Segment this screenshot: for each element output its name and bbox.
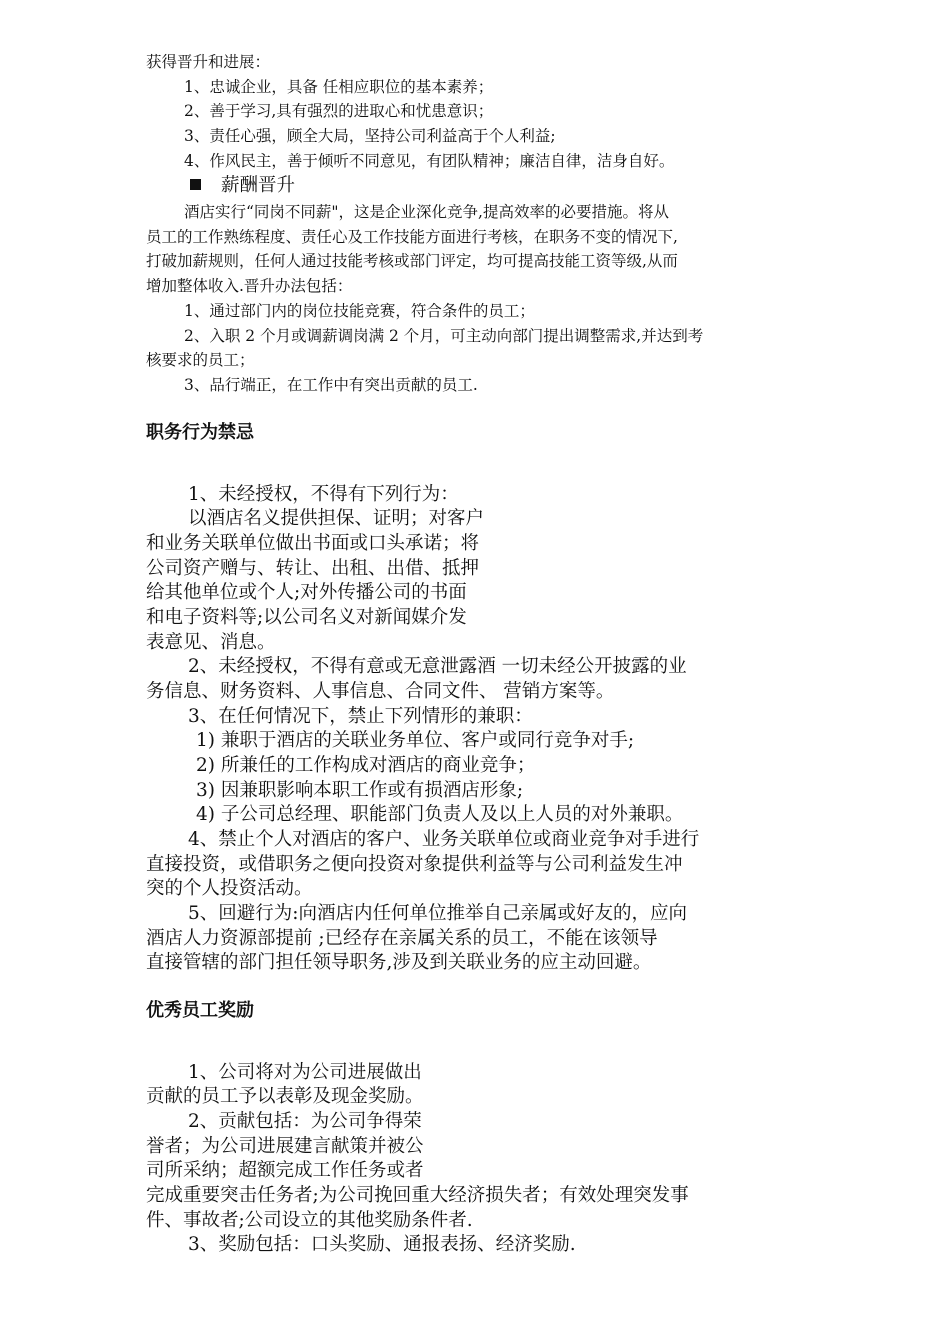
salary-paragraph-line: 增加整体收入.晋升办法包括： (146, 277, 353, 295)
conduct-line: 2、未经授权，不得有意或无意泄露酒 一切未经公开披露的业 (188, 656, 687, 677)
conduct-line: 公司资产赠与、转让、出租、出借、抵押 (146, 558, 480, 579)
conduct-line: 突的个人投资活动。 (146, 878, 313, 899)
award-line: 完成重要突击任务者;为公司挽回重大经济损失者；有效处理突发事 (146, 1185, 689, 1206)
conduct-heading: 职务行为禁忌 (146, 422, 254, 443)
square-bullet-icon (190, 179, 201, 190)
award-line: 誉者；为公司进展建言献策并被公 (146, 1136, 424, 1157)
conduct-line: 直接投资，或借职务之便向投资对象提供利益等与公司利益发生冲 (146, 854, 683, 875)
salary-heading (190, 177, 295, 196)
salary-paragraph-line: 打破加薪规则，任何人通过技能考核或部门评定，均可提高技能工资等级,从而 (146, 252, 678, 270)
promotion-intro: 获得晋升和进展： (146, 53, 271, 71)
salary-item: 核要求的员工； (146, 351, 255, 369)
salary-paragraph-line: 酒店实行“同岗不同薪"，这是企业深化竞争,提高效率的必要措施。将从 (184, 203, 669, 221)
salary-item: 2、入职 2 个月或调薪调岗满 2 个月，可主动向部门提出调整需求,并达到考 (184, 327, 704, 345)
conduct-line: 5、回避行为:向酒店内任何单位推举自己亲属或好友的，应向 (188, 903, 688, 924)
conduct-subitem: 3) 因兼职影响本职工作或有损酒店形象; (196, 780, 524, 801)
conduct-line: 酒店人力资源部提前 ;已经存在亲属关系的员工，不能在该领导 (146, 928, 658, 949)
salary-paragraph-line: 员工的工作熟练程度、责任心及工作技能方面进行考核，在职务不变的情况下, (146, 228, 678, 246)
award-line: 司所采纳；超额完成工作任务或者 (146, 1160, 424, 1181)
conduct-line: 和电子资料等;以公司名义对新闻媒介发 (146, 607, 467, 628)
conduct-subitem: 1) 兼职于酒店的关联业务单位、客户或同行竞争对手; (196, 730, 635, 751)
award-line: 1、公司将对为公司进展做出 (188, 1062, 422, 1083)
promotion-item: 3、责任心强，顾全大局，坚持公司利益高于个人利益; (184, 127, 556, 145)
conduct-line: 给其他单位或个人;对外传播公司的书面 (146, 582, 467, 603)
conduct-line: 直接管辖的部门担任领导职务,涉及到关联业务的应主动回避。 (146, 952, 652, 973)
award-heading: 优秀员工奖励 (146, 1000, 254, 1021)
conduct-subitem: 2) 所兼任的工作构成对酒店的商业竞争； (196, 755, 536, 776)
salary-item: 3、品行端正，在工作中有突出贡献的员工. (184, 376, 478, 394)
conduct-line: 以酒店名义提供担保、证明；对客户 (188, 508, 485, 529)
salary-item: 1、通过部门内的岗位技能竞赛，符合条件的员工； (184, 302, 535, 320)
promotion-item: 2、善于学习,具有强烈的进取心和忧患意识； (184, 102, 494, 120)
award-line: 贡献的员工予以表彰及现金奖励。 (146, 1086, 424, 1107)
award-line: 3、奖励包括：口头奖励、通报表扬、经济奖励. (188, 1234, 576, 1255)
award-line: 2、贡献包括：为公司争得荣 (188, 1111, 422, 1132)
conduct-line: 和业务关联单位做出书面或口头承诺；将 (146, 533, 480, 554)
conduct-subitem: 4) 子公司总经理、职能部门负责人及以上人员的对外兼职。 (196, 804, 684, 825)
promotion-item: 1、忠诚企业，具备 任相应职位的基本素养； (184, 78, 494, 96)
award-line: 件、事故者;公司设立的其他奖励条件者. (146, 1210, 473, 1231)
conduct-line: 表意见、消息。 (146, 632, 276, 653)
conduct-line: 1、未经授权，不得有下列行为： (188, 484, 459, 505)
conduct-line: 4、禁止个人对酒店的客户、业务关联单位或商业竞争对手进行 (188, 829, 700, 850)
salary-heading-text: 薪酬晋升 (221, 175, 296, 196)
promotion-item: 4、作风民主，善于倾听不同意见，有团队精神；廉洁自律，洁身自好。 (184, 152, 675, 170)
conduct-line: 3、在任何情况下，禁止下列情形的兼职： (188, 706, 533, 727)
conduct-line: 务信息、财务资料、人事信息、合同文件、 营销方案等。 (146, 681, 615, 702)
